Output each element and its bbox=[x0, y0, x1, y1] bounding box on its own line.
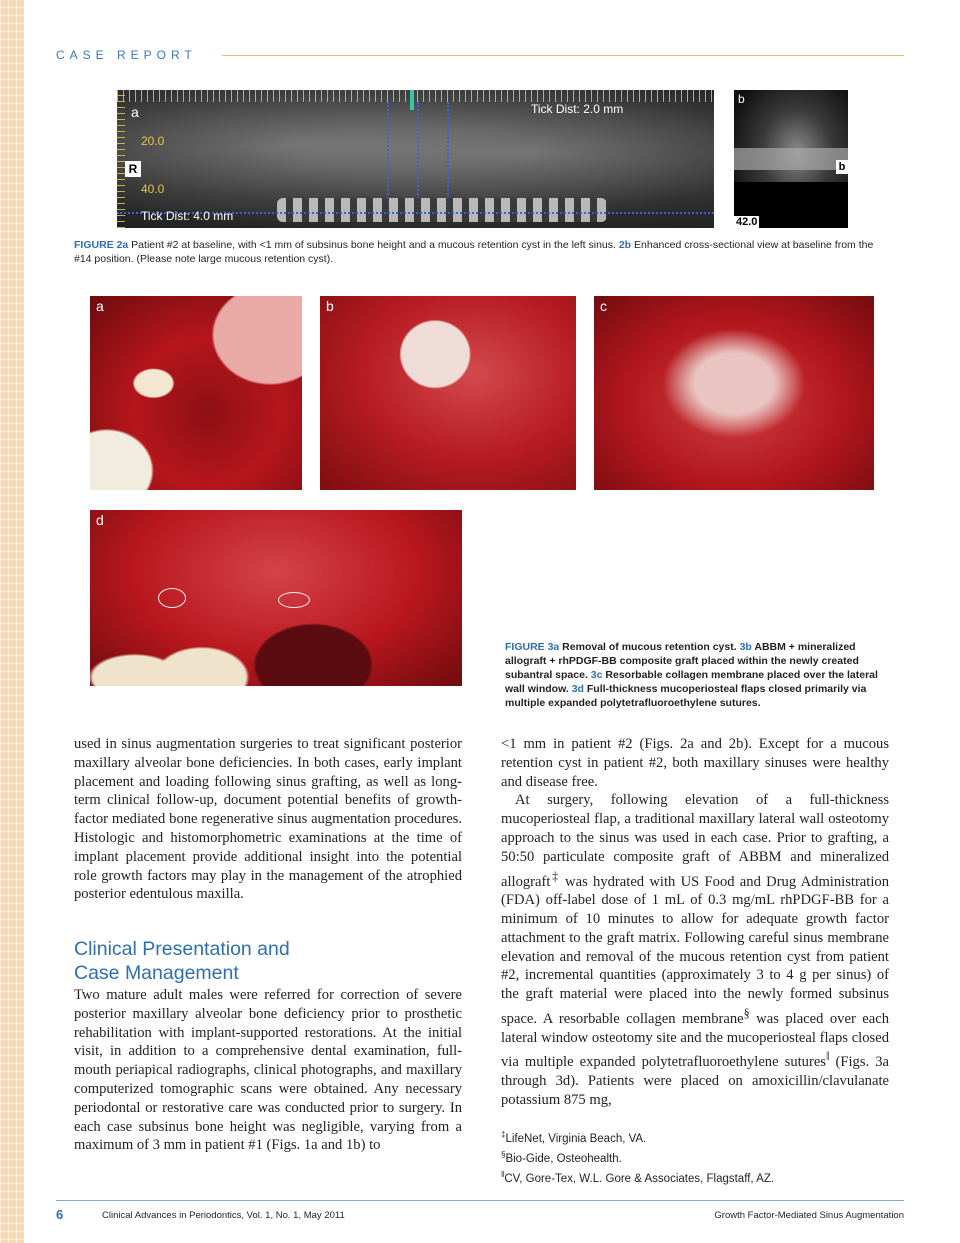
text-run: was hydrated with US Food and Drug Administration (FDA) off-label dose of 1 mL of 0.3 mg/mL rhPDGF-BB for a minimum of 10 minutes to allow for adequate growth factor attachment to the graft matrix. Following careful sinus membrane elevation and removal of the mucous retention cyst from patient #2, incremental quantities (approximately 3 to 4 g per sinus) of the graft material were placed into the newly formed subsinus space. A resorbable collagen membrane bbox=[501, 873, 889, 1027]
panel-label-a: a bbox=[131, 104, 139, 120]
photo-label-a: a bbox=[96, 298, 104, 314]
page-number: 6 bbox=[56, 1207, 64, 1222]
scale-40: 40.0 bbox=[141, 182, 165, 196]
body-paragraph: <1 mm in patient #2 (Figs. 2a and 2b). Except for a mucous retention cyst in patient #2, both maxillary sinuses were healthy and disease free. bbox=[501, 736, 889, 790]
footnote-mark: ‖ bbox=[501, 1170, 505, 1180]
body-paragraph: used in sinus augmentation surgeries to treat significant posterior maxillary alveolar bone deficiencies. In both cases, early implant placement and loading following sinus grafting, as well as long-term clinical follow-up, document potential benefits of growth-factor mediated bone regenerative sinus augmentation procedures. Histologic and histomorphometric examinations at the time of implant placement provide additional insight into the potential role growth factors may play in the management of the atrophied posterior edentulous maxilla. bbox=[74, 736, 462, 903]
footnote bbox=[501, 1127, 774, 1147]
panel-label-b: b bbox=[738, 92, 745, 106]
caption-text: Resorbable collagen membrane placed over the lateral wall window. bbox=[505, 669, 878, 695]
section-label: CASE REPORT bbox=[56, 48, 197, 62]
teeth-region bbox=[277, 198, 607, 222]
top-ruler bbox=[117, 90, 714, 102]
figure-2a-panoramic-image bbox=[117, 90, 714, 228]
footnotes bbox=[501, 1127, 774, 1188]
side-marker-r: R bbox=[125, 161, 141, 177]
footnote bbox=[501, 1147, 774, 1167]
footnote-text: Bio-Gide, Osteohealth. bbox=[505, 1153, 622, 1166]
bone-band bbox=[734, 148, 848, 170]
journal-citation: Clinical Advances in Periodontics, Vol. 1, No. 1, May 2011 bbox=[102, 1210, 345, 1221]
footnote-mark: ‡ bbox=[501, 1130, 506, 1139]
tick-dist-bottom: Tick Dist: 4.0 mm bbox=[141, 209, 234, 223]
section-heading-line: Clinical Presentation and bbox=[74, 938, 290, 960]
suture bbox=[158, 588, 186, 608]
figure-3d-photo bbox=[90, 510, 462, 686]
margin-tile-strip bbox=[0, 0, 24, 1243]
left-column-top bbox=[74, 735, 462, 904]
side-label-b: b bbox=[836, 160, 848, 174]
header-rule bbox=[222, 55, 904, 56]
figure-3a-photo bbox=[90, 296, 302, 490]
tick-dist-top: Tick Dist: 2.0 mm bbox=[531, 102, 624, 116]
caption-text: Removal of mucous retention cyst. bbox=[559, 641, 740, 653]
text-run: (Figs. 3a through 3d). Patients were placed on amoxicillin/clavulanate potassium 875 mg, bbox=[501, 1054, 889, 1108]
footnote-mark: § bbox=[501, 1150, 506, 1160]
footnote-marker: ‖ bbox=[826, 1049, 830, 1064]
figure-label: 3d bbox=[571, 683, 584, 695]
footnote-text: LifeNet, Virginia Beach, VA. bbox=[505, 1132, 647, 1145]
photo-label-b: b bbox=[326, 298, 334, 314]
footnote-text: CV, Gore-Tex, W.L. Gore & Associates, Flagstaff, AZ. bbox=[504, 1173, 775, 1186]
footnote-marker: § bbox=[743, 1006, 750, 1021]
section-heading-line: Case Management bbox=[74, 961, 239, 984]
photo-label-c: c bbox=[600, 298, 607, 314]
footnote bbox=[501, 1167, 774, 1187]
photo-label-d: d bbox=[96, 512, 104, 528]
figure-2-caption bbox=[74, 238, 890, 266]
figure-3c-photo bbox=[594, 296, 874, 490]
text-run: At surgery, following elevation of a full-thickness mucoperiosteal flap, a traditional maxillary lateral wall osteotomy approach to the sinus was used in each case. Prior to grafting, a 50:50 particulate composite graft of ABBM and mineralized allograft bbox=[501, 792, 889, 890]
caption-text: ABBM + mineralized allograft + rhPDGF-BB composite graft placed within the newly created subantral space. bbox=[505, 641, 859, 681]
caption-text: Full-thickness mucoperiosteal flaps closed primarily via multiple expanded polytetrafluoroethylene sutures. bbox=[505, 683, 867, 709]
figure-label: FIGURE 3a bbox=[505, 641, 560, 653]
side-ruler bbox=[117, 90, 125, 228]
suture bbox=[278, 592, 310, 608]
body-paragraph: Two mature adult males were referred for correction of severe posterior maxillary alveolar bone deficiency prior to prosthetic rehabilitation with implant-supported restorations. At the initial visit, in addition to a comprehensive dental examination, full-mouth periapical radiographs, clinical photographs, and maxillary computerized tomographic scans were obtained. Any necessary periodontal or restorative care was conducted prior to surgery. In each case subsinus bone height was negligible, varying from a maximum of 3 mm in patient #1 (Figs. 1a and 1b) to bbox=[74, 987, 462, 1154]
footnote-marker: ‡ bbox=[550, 868, 560, 883]
right-column bbox=[501, 735, 889, 1110]
figure-2b-cross-section-image bbox=[734, 90, 848, 228]
figure-3-caption bbox=[505, 640, 890, 710]
scale-20: 20.0 bbox=[141, 134, 165, 148]
caption-text: Patient #2 at baseline, with <1 mm of subsinus bone height and a mucous retention cyst in the left sinus. bbox=[128, 239, 619, 251]
figure-label: 3c bbox=[590, 669, 603, 681]
measurement-value: 42.0 bbox=[736, 216, 758, 228]
slice-marker bbox=[410, 90, 414, 110]
text-run: was placed over each lateral window osteotomy site and the mucoperiosteal flaps closed via multiple expanded polytetrafluoroethylene sutures bbox=[501, 1010, 889, 1071]
running-title: Growth Factor-Mediated Sinus Augmentation bbox=[714, 1210, 904, 1221]
caption-text: Enhanced cross-sectional view at baseline from the #14 position. (Please note large mucous retention cyst). bbox=[74, 239, 874, 265]
left-column-bottom bbox=[74, 986, 462, 1155]
figure-label: 2b bbox=[618, 239, 632, 251]
section-heading bbox=[74, 938, 464, 985]
body-paragraph bbox=[501, 791, 889, 1109]
figure-label: FIGURE 2a bbox=[74, 239, 129, 251]
figure-label: 3b bbox=[739, 641, 752, 653]
figure-3b-photo bbox=[320, 296, 576, 490]
footer-rule bbox=[56, 1200, 904, 1201]
